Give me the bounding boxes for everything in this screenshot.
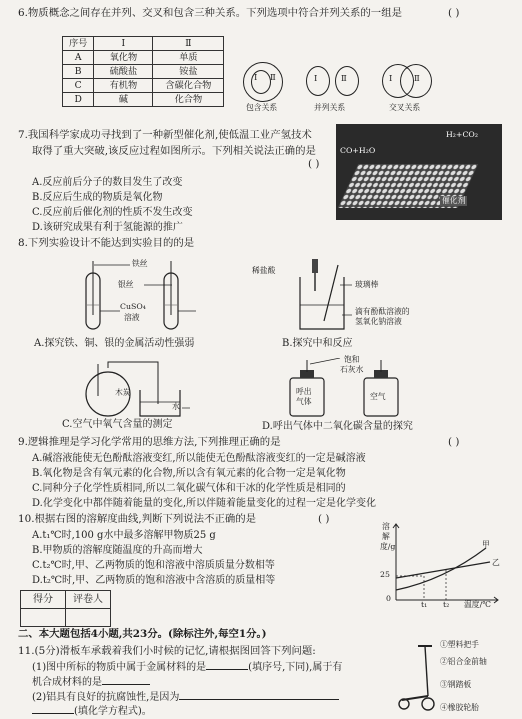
table-cell: D — [63, 93, 94, 107]
q10-option-b: B.甲物质的溶解度随温度的升高而增大 — [32, 545, 203, 556]
table-row — [63, 37, 224, 51]
q9-option-d: D.化学变化中都伴随着能量的变化,所以伴随着能量变化的过程一定是化学变化 — [32, 498, 377, 509]
q11-text: (填化学方程式)。 — [74, 706, 152, 717]
table-cell: 碱 — [94, 93, 153, 107]
series-yi-label: 乙 — [492, 558, 500, 567]
circle-label: Ⅱ — [341, 74, 347, 84]
solubility-chart — [374, 520, 506, 612]
table-cell: 含碳化合物 — [153, 79, 224, 93]
diagram-caption: 包含关系 — [246, 103, 278, 112]
circle-ii — [335, 66, 359, 96]
scooter-label-axle: ②铝合金前轴 — [440, 657, 487, 666]
table-row — [63, 93, 224, 107]
q11-answer-blank-4[interactable] — [32, 713, 74, 714]
x-tick-t1: t₁ — [421, 600, 428, 609]
q6-table — [62, 36, 224, 107]
solution-label: 溶液 — [124, 313, 140, 322]
product-label: H₂+CO₂ — [446, 130, 478, 139]
q11-answer-blank-1[interactable] — [206, 669, 248, 670]
q7-option-c: C.反应前后催化剂的性质不发生改变 — [32, 207, 193, 218]
scooter-illustration — [398, 640, 442, 716]
q11-text: 机合成材料的是 — [32, 677, 102, 688]
q10-option-d: D.t₂℃时,甲、乙两物质的饱和溶液中含溶质的质量相等 — [32, 575, 276, 586]
table-cell: 硫酸盐 — [94, 65, 153, 79]
catalyst-label: 催化剂 — [442, 196, 466, 205]
x-axis-label: 温度/℃ — [464, 600, 491, 609]
table-cell: A — [63, 51, 94, 65]
circle-label: Ⅱ — [414, 74, 420, 84]
diagram-caption: 并列关系 — [314, 103, 346, 112]
table-cell: C — [63, 79, 94, 93]
table-cell: 氧化物 — [94, 51, 153, 65]
table-cell: 铵盐 — [153, 65, 224, 79]
grader-cell[interactable] — [66, 609, 111, 627]
q7-option-a: A.反应前后分子的数目发生了改变 — [32, 177, 183, 188]
table-cell: 单质 — [153, 51, 224, 65]
q11-text: (1)图中所标的物质中属于金属材料的是 — [32, 662, 207, 673]
catalyst-photo — [336, 124, 502, 220]
q9-option-a: A.碱溶液能使无色酚酞溶液变红,所以能使无色酚酞溶液变红的一定是碱溶液 — [32, 453, 366, 464]
table-header: Ⅰ — [94, 37, 153, 51]
water-label: 水 — [172, 402, 180, 411]
q11-line-3 — [32, 676, 150, 689]
origin-label: 0 — [386, 594, 391, 603]
charcoal-label: 木炭 — [115, 388, 131, 397]
curve-jia — [396, 548, 486, 590]
limewater-label: 石灰水 — [340, 365, 364, 374]
q10-answer-paren: ( ) — [318, 513, 330, 525]
y-axis-label: 度/g — [380, 542, 396, 551]
q9-option-b: B.氧化物是含有氧元素的化合物,所以含有氧元素的化合物一定是氧化物 — [32, 468, 346, 479]
q9-option-c: C.同种分子化学性质相同,所以二氧化碳气体和干冰的化学性质是相同的 — [32, 483, 346, 494]
q7-stem-line-2: 取得了重大突破,该反应过程如图所示。下列相关说法正确的是 — [32, 145, 316, 157]
air-label: 空气 — [370, 392, 386, 401]
table-row — [21, 609, 111, 627]
series-jia-label: 甲 — [482, 540, 490, 549]
scooter-label-deck: ③钢踏板 — [440, 680, 472, 689]
table-cell: 化合物 — [153, 93, 224, 107]
reactant-label: CO+H₂O — [340, 146, 376, 155]
phenolphthalein-label: 滴有酚酞溶液的 — [355, 307, 410, 316]
q11-answer-blank-2[interactable] — [102, 684, 150, 685]
table-cell: 有机物 — [94, 79, 153, 93]
table-row — [63, 65, 224, 79]
table-row — [63, 79, 224, 93]
y-tick-25: 25 — [380, 570, 390, 579]
q9-answer-paren: ( ) — [448, 436, 460, 448]
score-table — [20, 590, 111, 627]
table-header: 序号 — [63, 37, 94, 51]
q9-stem: 9.逻辑推理是学习化学常用的思维方法,下列推理正确的是 — [18, 436, 281, 448]
score-label: 得分 — [21, 591, 66, 609]
y-axis-label: 解 — [382, 532, 390, 541]
saturated-label: 饱和 — [344, 355, 360, 364]
cuso4-label: CuSO₄ — [120, 302, 146, 311]
score-cell[interactable] — [21, 609, 66, 627]
q7-stem-line-1: 7.我国科学家成功寻找到了一种新型催化剂,使低温工业产氢技术 — [18, 129, 312, 141]
silver-wire-label: 银丝 — [118, 280, 134, 289]
q8-caption-d: D.呼出气体中二氧化碳含量的探究 — [262, 421, 413, 432]
q11-line-2 — [32, 661, 342, 674]
glass-rod-label: 玻璃棒 — [355, 280, 379, 289]
q10-option-c: C.t₂℃时,甲、乙两物质的饱和溶液中溶质质量分数相等 — [32, 560, 275, 571]
table-cell: B — [63, 65, 94, 79]
circle-label: Ⅰ — [254, 73, 258, 83]
y-axis-label: 溶 — [382, 522, 390, 531]
x-tick-t2: t₂ — [443, 600, 450, 609]
q10-stem: 10.根据右图的溶解度曲线,判断下列说法不正确的是 — [18, 513, 257, 525]
q7-option-d: D.该研究成果有利于氢能源的推广 — [32, 222, 183, 233]
naoh-label: 氢氧化钠溶液 — [355, 317, 402, 326]
q11-answer-blank-3[interactable] — [179, 699, 339, 700]
q8-stem: 8.下列实验设计不能达到实验目的的是 — [18, 237, 195, 249]
q11-text: (2)铝具有良好的抗腐蚀性,是因为 — [32, 692, 180, 703]
circle-label: Ⅱ — [270, 73, 276, 83]
q7-option-b: B.反应后生成的物质是氧化物 — [32, 192, 163, 203]
circle-label: Ⅰ — [314, 74, 318, 84]
q6-stem: 6.物质概念之间存在并列、交叉和包含三种关系。下列选项中符合并列关系的一组是 — [18, 7, 402, 19]
iron-wire-label: 铁丝 — [132, 259, 148, 268]
circle-i — [306, 66, 330, 96]
figure-c-apparatus — [78, 360, 198, 420]
grader-label: 评卷人 — [66, 591, 111, 609]
circle-label: Ⅰ — [389, 74, 393, 84]
q10-option-a: A.t₁℃时,100 g水中最多溶解甲物质25 g — [32, 530, 216, 541]
scooter-label-tire: ④橡胶轮胎 — [440, 703, 479, 712]
diagram-caption: 交叉关系 — [389, 103, 421, 112]
q6-answer-paren: ( ) — [448, 7, 460, 19]
q8-caption-a: A.探究铁、铜、银的金属活动性强弱 — [34, 338, 195, 349]
q11-line-4 — [32, 691, 339, 704]
dilute-hcl-label: 稀盐酸 — [252, 266, 276, 275]
curve-yi — [396, 562, 490, 578]
q11-line-5 — [32, 705, 152, 718]
table-row — [63, 51, 224, 65]
q8-caption-b: B.探究中和反应 — [282, 338, 353, 349]
scooter-label-handle: ①塑料把手 — [440, 640, 479, 649]
q7-answer-paren: ( ) — [308, 158, 320, 170]
gas-label: 气体 — [296, 397, 312, 406]
q8-caption-c: C.空气中氧气含量的测定 — [62, 419, 173, 430]
section-2-title: 二、本大题包括4小题,共23分。(除标注外,每空1分。) — [18, 628, 267, 640]
exhaled-label: 呼出 — [296, 387, 312, 396]
table-row — [21, 591, 111, 609]
table-header: Ⅱ — [153, 37, 224, 51]
q11-text: (填序号,下同),属于有 — [248, 662, 343, 673]
q11-line-1: 11.(5分)滑板车承载着我们小时候的记忆,请根据图回答下列问题: — [18, 645, 316, 657]
